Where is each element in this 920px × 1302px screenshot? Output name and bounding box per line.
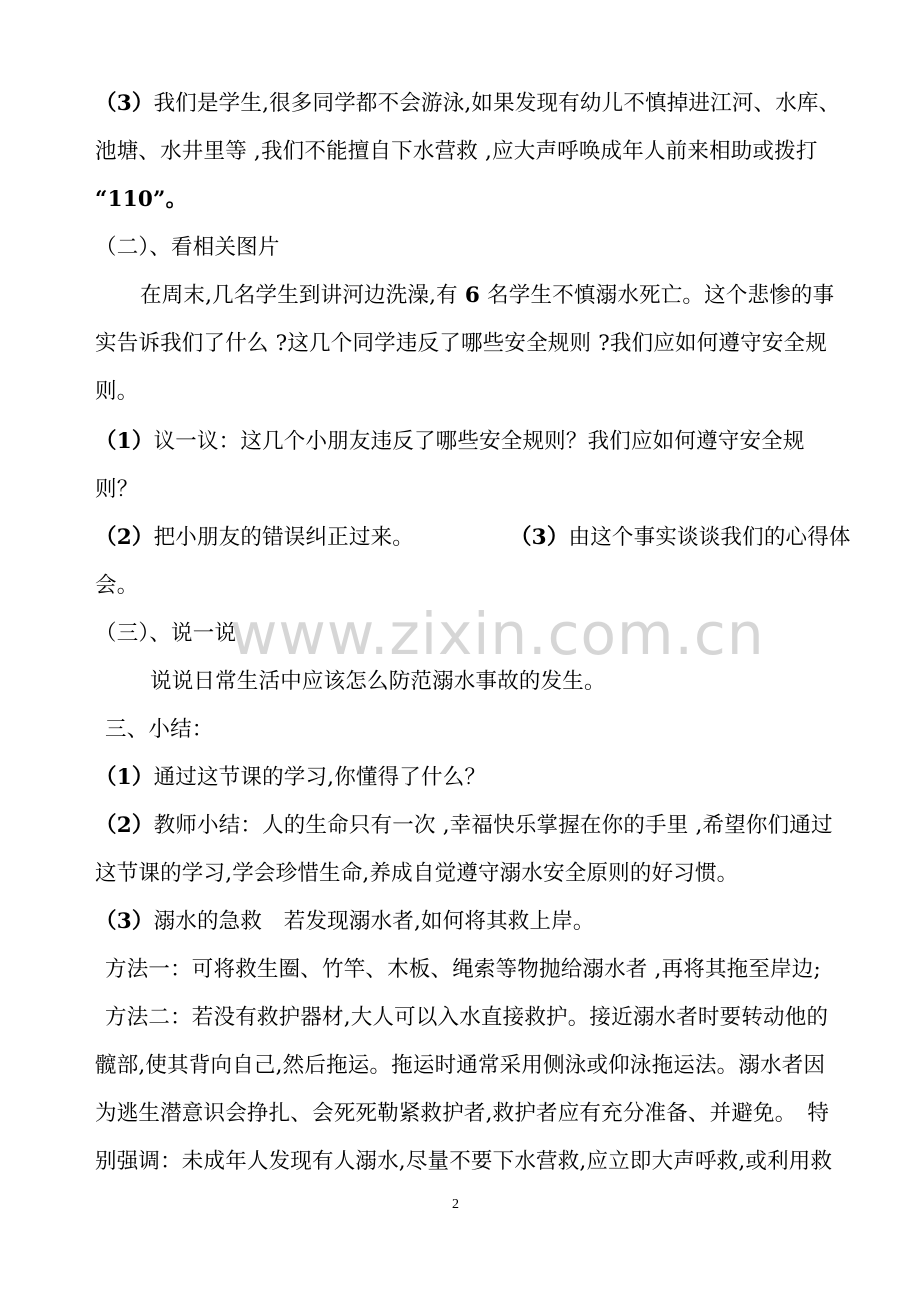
- section-heading: [95, 234, 280, 262]
- line-text: 把小朋友的错误纠正过来。: [153, 525, 414, 550]
- text-line: [95, 572, 138, 600]
- line-text: 由这个事实谈谈我们的心得体: [568, 525, 851, 550]
- list-number: （3）: [95, 91, 154, 116]
- line-text: 通过这节课的学习,你懂得了什么？: [153, 765, 487, 790]
- text-line: [105, 1004, 828, 1032]
- text-line: [95, 764, 486, 792]
- text-line: [95, 812, 833, 840]
- page-number: 2: [452, 1197, 459, 1212]
- line-text: 方法一：可将救生圈、竹竿、木板、绳索等物抛给溺水者 ,再将其拖至岸边;: [105, 957, 821, 982]
- line-text: 方法二：若没有救护器材,大人可以入水直接救护。接近溺水者时要转动他的: [105, 1005, 829, 1030]
- line-text: （二）、看相关图片: [95, 235, 280, 260]
- text-line: [95, 1148, 832, 1176]
- line-text: 为逃生潜意识会挣扎、会死死勒紧救护者,救护者应有充分准备、并避免。 特: [95, 1101, 830, 1126]
- section-heading: [95, 620, 236, 648]
- line-text: 教师小结：人的生命只有一次 ,幸福快乐掌握在你的手里 ,希望你们通过: [153, 813, 833, 838]
- line-text: 三、小结：: [105, 717, 214, 742]
- text-line: [95, 428, 805, 456]
- list-number: （3）: [509, 525, 569, 550]
- inline-number: 6: [464, 283, 481, 308]
- line-text: 则？: [95, 477, 139, 502]
- text-line: [105, 956, 821, 984]
- text-line: [95, 138, 818, 166]
- line-text: （三）、说一说: [95, 621, 237, 646]
- line-text: 髋部,使其背向自己,然后拖运。拖运时通常采用侧泳或仰泳拖运法。溺水者因: [95, 1053, 826, 1078]
- list-number: （3）: [95, 909, 154, 934]
- line-text-post: 名学生不慎溺水死亡。这个悲惨的事: [480, 283, 835, 308]
- text-line: [95, 1052, 825, 1080]
- line-text: 议一议：这几个小朋友违反了哪些安全规则？我们应如何遵守安全规: [153, 429, 805, 454]
- text-line: [95, 90, 840, 118]
- line-text: 别强调：未成年人发现有人溺水,尽量不要下水营救,应立即大声呼救,或利用救: [95, 1149, 833, 1174]
- text-line: [140, 282, 834, 310]
- list-number: （2）: [95, 813, 154, 838]
- line-text-pre: 在周末,几名学生到讲河边洗澡,有: [140, 283, 465, 308]
- line-text: 会。: [95, 573, 139, 598]
- list-number: （1）: [95, 765, 154, 790]
- line-text: 实告诉我们了什么 ?这几个同学违反了哪些安全规则 ?我们应如何遵守安全规: [95, 331, 827, 356]
- text-line: [95, 1100, 829, 1128]
- line-text: 溺水的急救 若发现溺水者,如何将其救上岸。: [153, 909, 595, 934]
- list-number: （2）: [95, 525, 154, 550]
- line-text: “110”。: [95, 187, 188, 212]
- line-text: 说说日常生活中应该怎么防范溺水事故的发生。: [150, 669, 606, 694]
- text-line: [95, 860, 738, 888]
- text-line: [95, 186, 187, 214]
- text-line: [95, 524, 851, 552]
- text-line: [95, 378, 138, 406]
- text-line: [95, 476, 138, 504]
- line-text: 池塘、水井里等 ,我们不能擅自下水营救 ,应大声呼唤成年人前来相助或拨打: [95, 139, 818, 164]
- section-heading: [105, 716, 214, 744]
- text-line: [150, 668, 606, 696]
- text-line: [95, 330, 827, 358]
- line-text: 这节课的学习,学会珍惜生命,养成自觉遵守溺水安全原则的好习惯。: [95, 861, 739, 886]
- list-number: （1）: [95, 429, 154, 454]
- line-text: 则。: [95, 379, 139, 404]
- text-line: [95, 908, 595, 936]
- watermark: www.zixin.com.cn: [230, 600, 765, 668]
- line-text: 我们是学生,很多同学都不会游泳,如果发现有幼儿不慎掉进江河、水库、: [153, 91, 841, 116]
